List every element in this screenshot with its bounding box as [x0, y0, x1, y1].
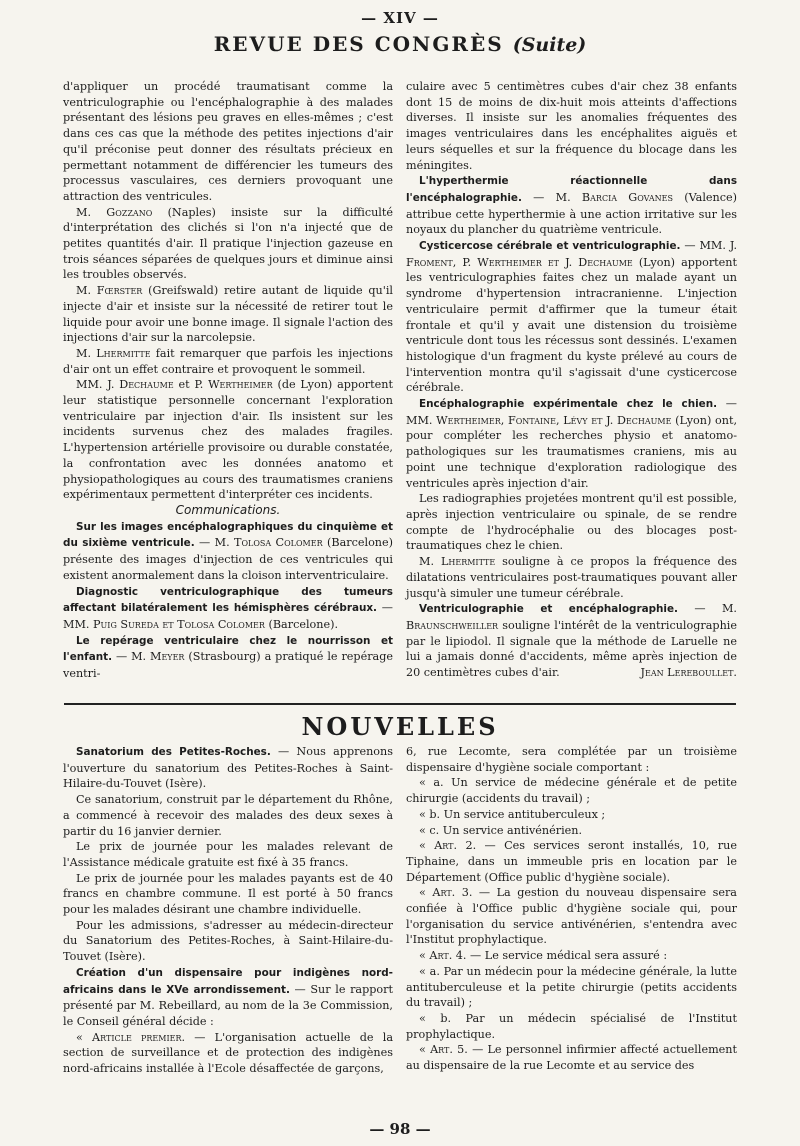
- page-number: — 98 —: [369, 1120, 431, 1138]
- section-divider: [64, 703, 736, 705]
- nouvelles-column-left: [63, 744, 393, 1077]
- paragraph: Ce sanatorium, construit par le département du Rhône, a commencé à recevoir des malades des deux sexes à partir du 16 janvier dernier.: [63, 793, 393, 838]
- author-signature: Jean Lereboullet.: [640, 666, 737, 680]
- paragraph: « Art. 3. — La gestion du nouveau dispensaire sera confiée à l'Office public d'hygiène sociale qui, pour l'organisation du service antivénérien, s'entendra avec l'Institut prophylactique.: [406, 886, 737, 947]
- paragraph: Ventriculographie et encéphalographie. — M. Braunschweiller souligne l'intérêt de la ventriculographie par le lipiodol. Il signale que la méthode de Laruelle ne lui a jamais donné d'accidents, même après injection de 20 centimètres cubes d'air. Jean Lereboullet.: [406, 602, 737, 680]
- paragraph: M. Fœrster (Greifswald) retire autant de liquide qu'il injecte d'air et insiste sur la nécessité de retirer tout le liquide pour avoir une bonne image. Il signale l'action des injections d'air sur la narcolepsie.: [63, 284, 393, 345]
- paragraph: culaire avec 5 centimètres cubes d'air chez 38 enfants dont 15 de moins de dix-huit mois atteints d'affections diverses. Il insiste sur les anomalies fréquentes des images ventriculaires dans les encéphalites aiguës et leurs séquelles et sur la fréquence du blocage dans les méningites.: [406, 80, 737, 172]
- communications-heading: Communications.: [175, 502, 281, 517]
- revue-title-text: REVUE DES CONGRÈS: [213, 32, 504, 56]
- paragraph: « Art. 4. — Le service médical sera assuré :: [419, 949, 668, 963]
- paragraph: Le repérage ventriculaire chez le nourrisson et l'enfant. — M. Meyer (Strasbourg) a pratiqué le repérage ventri-: [63, 634, 393, 681]
- paragraph: « Art. 2. — Ces services seront installés, 10, rue Tiphaine, dans un immeuble pris en location par le Département (Office public d'hygiène sociale).: [406, 839, 737, 884]
- paragraph: « c. Un service antivénérien.: [419, 823, 583, 837]
- paragraph: « a. Par un médecin pour la médecine générale, la lutte antituberculeuse et la petite chirurgie (petits accidents du travail) ;: [406, 964, 737, 1010]
- paragraph: M. Gozzano (Naples) insiste sur la difficulté d'interprétation des clichés si l'on n'a injecté que de petites quantités d'air. Il pratique l'injection gazeuse en trois séances séparées de quelques jours et diminue ainsi les troubles observés.: [63, 205, 393, 282]
- revue-des-congres-heading: [0, 32, 800, 56]
- paragraph: M. Lhermitte souligne à ce propos la fréquence des dilatations ventriculaires post-traumatiques pouvant aller jusqu'à simuler une tumeur cérébrale.: [406, 555, 737, 600]
- paragraph: « Article premier. — L'organisation actuelle de la section de surveillance et de protection des indigènes nord-africains installée à l'Ecole désaffectée de garçons,: [63, 1030, 393, 1076]
- paragraph: « Art. 5. — Le personnel infirmier affecté actuellement au dispensaire de la rue Lecomte et au service des: [406, 1043, 737, 1073]
- paragraph: MM. J. Dechaume et P. Wertheimer (de Lyon) apportent leur statistique personnelle concernant l'exploration ventriculaire par injection d'air. Ils insistent sur les incidents survenus chez des malades fragiles. L'hypertension artérielle provisoire ou durable constatée, la confrontation avec les données anatomo et physiopathologiques au cours des traumatismes craniens expérimentaux permettent d'interpréter ces incidents.: [63, 378, 393, 502]
- paragraph: « a. Un service de médecine générale et de petite chirurgie (accidents du travail) ;: [406, 776, 737, 806]
- paragraph: Les radiographies projetées montrent qu'il est possible, après injection ventriculaire ou spinale, de se rendre compte de l'hydrocéphalie ou des blocages post-traumatiques chez le chien.: [406, 492, 737, 553]
- paragraph: d'appliquer un procédé traumatisant comme la ventriculographie ou l'encéphalographie à des malades présentant des lésions peu graves en elles-mêmes ; c'est dans ces cas que la méthode des petites injections d'air qu'il préconise peut donner des résultats précieux en permettant notamment de différencier les tumeurs des processus vasculaires, ces derniers provoquant une attraction des ventricules.: [63, 80, 393, 203]
- paragraph: Sanatorium des Petites-Roches. — Nous apprenons l'ouverture du sanatorium des Petites-Roches à Saint-Hilaire-du-Touvet (Isère).: [63, 745, 393, 791]
- paragraph: Encéphalographie expérimentale chez le chien. — MM. Wertheimer, Fontaine, Lévy et J. Dechaume (Lyon) ont, pour compléter les recherches physio et anatomo-pathologiques sur les traumatismes craniens, mis au point une technique d'exploration radiologique des ventricules après injection d'air.: [406, 397, 738, 490]
- paragraph: Diagnostic ventriculographique des tumeurs affectant bilatéralement les hémisphères cérébraux. — MM. Puig Sureda et Tolosa Colomer (Barcelone).: [63, 585, 393, 631]
- revue-title-suffix: (Suite): [512, 34, 587, 56]
- paragraph: M. Lhermitte fait remarquer que parfois les injections d'air ont un effet contraire et provoquent le sommeil.: [63, 346, 393, 376]
- paragraph: 6, rue Lecomte, sera complétée par un troisième dispensaire d'hygiène sociale comportant :: [406, 745, 737, 774]
- revue-column-left: [63, 79, 393, 682]
- paragraph: Cysticercose cérébrale et ventriculographie. — MM. J. Froment, P. Wertheimer et J. Dechaume (Lyon) apportent les ventriculographies faites chez un malade ayant un syndrome d'hypertension intracranienne. L'injection ventriculaire permit d'affirmer que la tumeur était frontale et qu'il y avait une distension du troisième ventricule dont tous les récessus sont dessinés. L'examen histologique d'un fragment du kyste prélevé au cours de l'intervention montra qu'il s'agissait d'une cysticercose cérébrale.: [406, 239, 737, 395]
- paragraph: Le prix de journée pour les malades relevant de l'Assistance médicale gratuite est fixé à 35 francs.: [63, 840, 393, 869]
- nouvelles-column-right: [406, 744, 737, 1074]
- revue-column-right: [406, 79, 737, 681]
- paragraph: L'hyperthermie réactionnelle dans l'encéphalographie. — M. Barcia Govanes (Valence) attribue cette hyperthermie à une action irritative sur les noyaux du plancher du quatrième ventricule.: [406, 175, 737, 237]
- paragraph: « b. Un service antituberculeux ;: [419, 807, 606, 821]
- paragraph: Le prix de journée pour les malades payants est de 40 francs en chambre commune. Il est porté à 50 francs pour les malades désirant une chambre individuelle.: [63, 871, 393, 917]
- paragraph: Sur les images encéphalographiques du cinquième et du sixième ventricule. — M. Tolosa Colomer (Barcelone) présente des images d'injection de ces ventricules qui existent anormalement dans la cloison interventriculaire.: [63, 520, 393, 582]
- roman-page-number: — XIV —: [361, 9, 439, 27]
- paragraph: Pour les admissions, s'adresser au médecin-directeur du Sanatorium des Petites-Roches, à Saint-Hilaire-du-Touvet (Isère).: [63, 918, 393, 964]
- paragraph: Création d'un dispensaire pour indigènes nord-africains dans le XVe arrondissement. — Sur le rapport présenté par M. Rebeillard, au nom de la 3e Commission, le Conseil général décide :: [63, 966, 394, 1028]
- paragraph: « b. Par un médecin spécialisé de l'Institut prophylactique.: [406, 1011, 737, 1041]
- nouvelles-heading: NOUVELLES: [301, 712, 499, 741]
